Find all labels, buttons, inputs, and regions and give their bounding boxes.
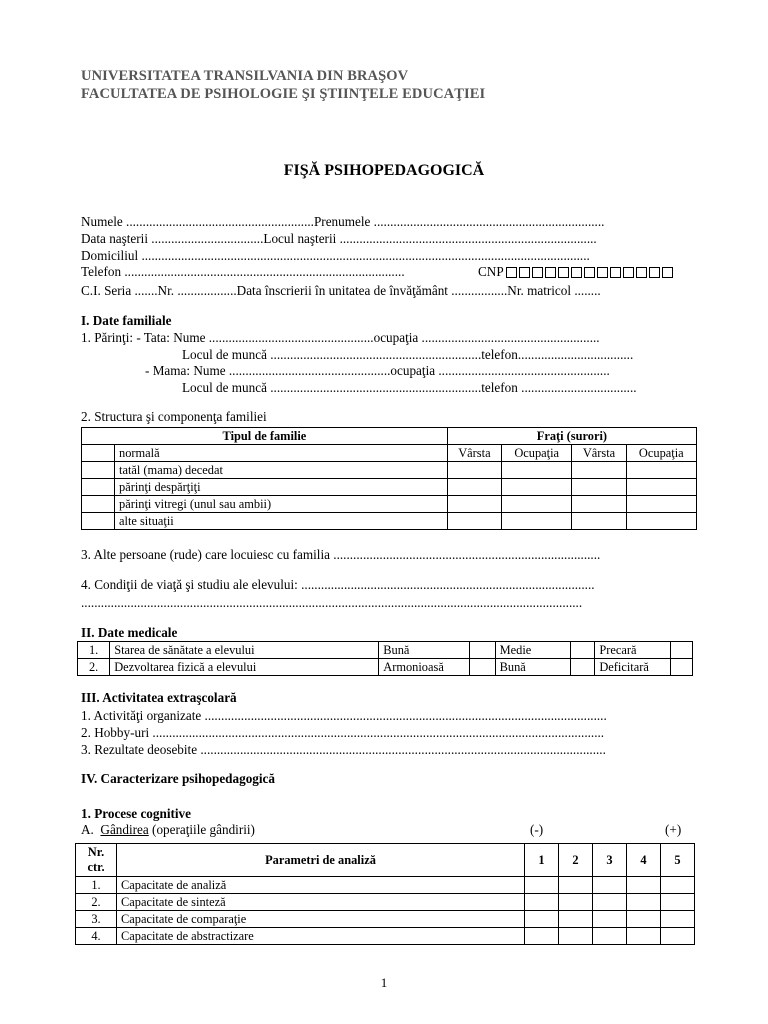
cnp-digit-box — [584, 267, 595, 278]
family-type-cell: tatăl (mama) decedat — [115, 462, 448, 479]
cnp-field — [478, 264, 675, 280]
section-medical-title: II. Date medicale — [81, 625, 178, 640]
cnp-digit-box — [623, 267, 634, 278]
cnp-digit-box — [571, 267, 582, 278]
family-type-cell: părinţi despărţiţi — [115, 479, 448, 496]
father-line: 1. Părinţi: - Tata: Nume ..................................................ocupaţia ...................................................... — [81, 330, 600, 345]
birth-line: Data naşterii ..................................Locul naşterii .............................................................................. — [81, 231, 597, 246]
university-name: UNIVERSITATEA TRANSILVANIA DIN BRAŞOV — [81, 68, 409, 84]
option-box — [469, 642, 495, 659]
cnp-digit-box — [649, 267, 660, 278]
family-table — [81, 427, 697, 530]
table-row — [82, 496, 697, 513]
cnp-digit-box — [597, 267, 608, 278]
table-row: 3. Capacitate de comparaţie — [76, 911, 695, 928]
thinking-label: A. Gândirea (operaţiile gândirii) — [81, 822, 255, 837]
cnp-digit-box — [662, 267, 673, 278]
section-family-title: I. Date familiale — [81, 313, 172, 328]
section-extracurricular-title: III. Activitatea extraşcolară — [81, 690, 237, 705]
mother-work-line: Locul de muncă ................................................................telefon ................................... — [182, 380, 637, 395]
page-number: 1 — [380, 975, 388, 990]
option-box — [671, 642, 693, 659]
option-box — [671, 659, 693, 676]
parameters-header: Parametri de analiză — [117, 844, 525, 877]
option-box — [571, 642, 595, 659]
living-conditions-line-2: ........................................................................................................................................................ — [81, 595, 583, 610]
results-line: 3. Rezultate deosebite ........................................................................................................................... — [81, 742, 606, 757]
cognitive-table: Nr. ctr. Parametri de analiză 1 2 3 4 5 1. Capacitate de analiză 2. Capacitate de sinteză 3. Capacitate de comparaţie 4. Capacitate de abstractizare — [75, 843, 695, 945]
table-row: 1. Starea de sănătate a elevului Bună Medie Precară — [78, 642, 693, 659]
father-work-line: Locul de muncă ................................................................telefon................................... — [182, 347, 634, 362]
family-structure-label: 2. Structura şi componenţa familiei — [81, 409, 267, 424]
table-row — [82, 479, 697, 496]
cnp-digit-box — [519, 267, 530, 278]
age-header: Vârsta — [447, 445, 501, 462]
family-type-cell: alte situaţii — [115, 513, 448, 530]
family-type-header: Tipul de familie — [82, 428, 448, 445]
section-psycho-title: IV. Caracterizare psihopedagogică — [81, 771, 276, 786]
cnp-digit-box — [610, 267, 621, 278]
activities-line: 1. Activităţi organizate .......................................................................................................................... — [81, 708, 607, 723]
table-row — [82, 445, 697, 462]
family-type-cell: părinţi vitregi (unul sau ambii) — [115, 496, 448, 513]
cnp-digit-box — [506, 267, 517, 278]
scale-negative: (-) — [530, 822, 544, 837]
siblings-header: Fraţi (surori) — [447, 428, 696, 445]
cognitive-processes-title: 1. Procese cognitive — [81, 806, 191, 821]
option-box — [571, 659, 595, 676]
table-row — [82, 462, 697, 479]
mother-line: - Mama: Nume .................................................ocupaţia .................................................... — [145, 363, 610, 378]
table-row: 2. Dezvoltarea fizică a elevului Armonioasă Bună Deficitară — [78, 659, 693, 676]
cnp-digit-box — [545, 267, 556, 278]
medical-table — [77, 641, 693, 676]
scale-positive: (+) — [665, 822, 682, 837]
faculty-name: FACULTATEA DE PSIHOLOGIE ŞI ŞTIINŢELE EDUCAŢIEI — [81, 86, 486, 102]
address-line: Domiciliul ........................................................................................................................................ — [81, 248, 590, 263]
family-type-cell: normală — [115, 445, 448, 462]
table-row — [82, 513, 697, 530]
hobbies-line: 2. Hobby-uri ......................................................................................................................................... — [81, 725, 605, 740]
phone-line: Telefon ..................................................................................... — [81, 264, 405, 279]
relatives-line: 3. Alte persoane (rude) care locuiesc cu familia ................................................................................. — [81, 547, 601, 562]
cnp-digit-box — [532, 267, 543, 278]
living-conditions-line: 4. Condiţii de viaţă şi studiu ale elevului: ......................................................................................... — [81, 577, 595, 592]
cnp-boxes — [506, 264, 675, 279]
table-row: 4. Capacitate de abstractizare — [76, 928, 695, 945]
table-row: 2. Capacitate de sinteză — [76, 894, 695, 911]
table-row: 1. Capacitate de analiză — [76, 877, 695, 894]
id-line: C.I. Seria .......Nr. ..................Data înscrierii în unitatea de învăţământ .................Nr. matricol ........ — [81, 283, 601, 298]
cnp-digit-box — [636, 267, 647, 278]
name-line: Numele .........................................................Prenumele ...................................................................... — [81, 214, 605, 229]
occupation-header: Ocupaţia — [502, 445, 572, 462]
age-header: Vârsta — [572, 445, 626, 462]
cnp-digit-box — [558, 267, 569, 278]
option-box — [469, 659, 495, 676]
cnp-label: CNP — [478, 264, 504, 279]
occupation-header: Ocupaţia — [626, 445, 696, 462]
page-title: FIŞĂ PSIHOPEDAGOGICĂ — [283, 162, 485, 179]
